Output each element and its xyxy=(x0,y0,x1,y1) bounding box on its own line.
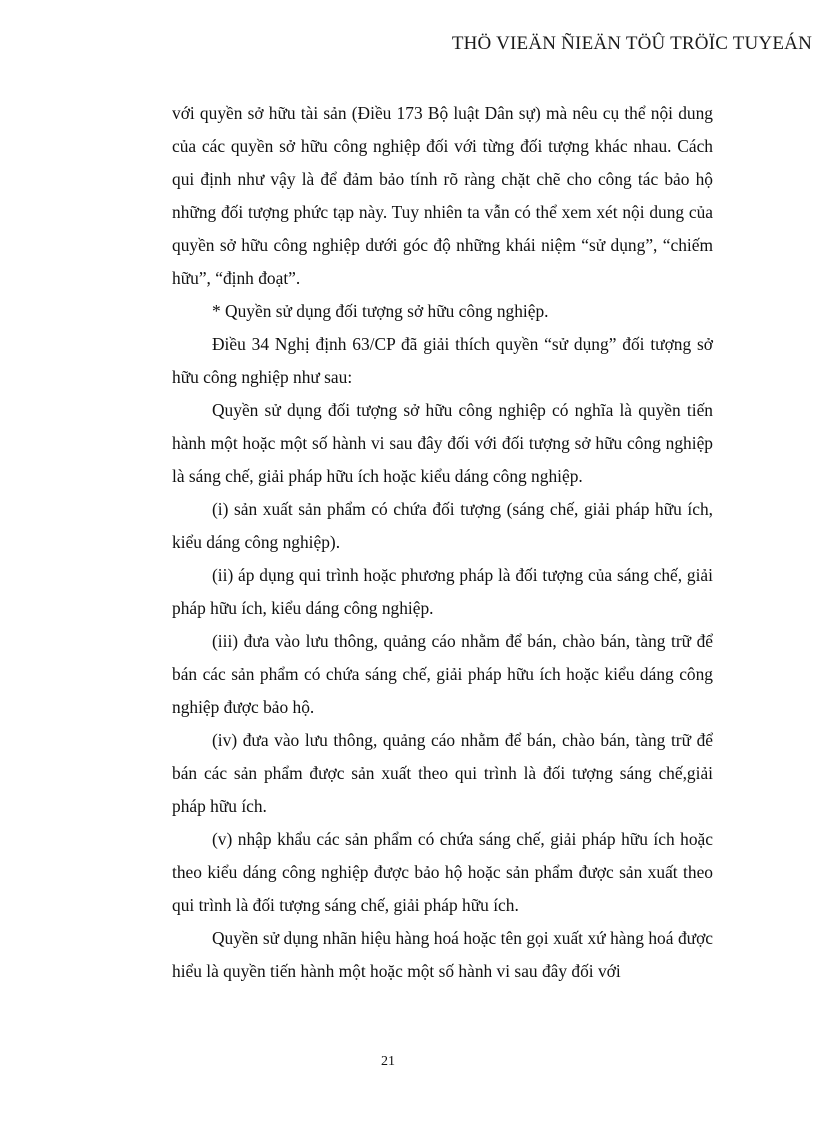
list-item: (i) sản xuất sản phẩm có chứa đối tượng (sáng chế, giải pháp hữu ích, kiểu dáng công nghiệp). xyxy=(172,499,713,552)
paragraph: Quyền sử dụng đối tượng sở hữu công nghiệp có nghĩa là quyền tiến hành một hoặc một số hành vi sau đây đối với đối tượng sở hữu công nghiệp là sáng chế, giải pháp hữu ích hoặc kiểu dáng công nghiệp. xyxy=(172,400,713,486)
paragraph-continuation: với quyền sở hữu tài sản (Điều 173 Bộ luật Dân sự) mà nêu cụ thể nội dung của các quyền sở hữu công nghiệp đối với từng đối tượng khác nhau. Cách qui định như vậy là để đảm bảo tính rõ ràng chặt chẽ cho công tác bảo hộ những đối tượng phức tạp này. Tuy nhiên ta vẫn có thể xem xét nội dung của quyền sở hữu công nghiệp dưới góc độ những khái niệm “sử dụng”, “chiếm hữu”, “định đoạt”. xyxy=(172,103,713,288)
list-item: (iv) đưa vào lưu thông, quảng cáo nhằm để bán, chào bán, tàng trữ để bán các sản phẩm được sản xuất theo qui trình là đối tượng sáng chế,giải pháp hữu ích. xyxy=(172,730,713,816)
list-item: (v) nhập khẩu các sản phẩm có chứa sáng chế, giải pháp hữu ích hoặc theo kiểu dáng công nghiệp được bảo hộ hoặc sản phẩm được sản xuất theo qui trình là đối tượng sáng chế, giải pháp hữu ích. xyxy=(172,829,713,915)
document-body xyxy=(172,97,713,988)
running-header: THÖ VIEÄN ÑIEÄN TÖÛ TRÖÏC TUYEÁN xyxy=(451,33,812,54)
paragraph: Quyền sử dụng nhãn hiệu hàng hoá hoặc tên gọi xuất xứ hàng hoá được hiểu là quyền tiến hành một hoặc một số hành vi sau đây đối với xyxy=(172,928,713,981)
list-item: (iii) đưa vào lưu thông, quảng cáo nhằm để bán, chào bán, tàng trữ để bán các sản phẩm có chứa sáng chế, giải pháp hữu ích hoặc kiểu dáng công nghiệp được bảo hộ. xyxy=(172,631,713,717)
page-number: 21 xyxy=(381,1054,395,1069)
paragraph: Điều 34 Nghị định 63/CP đã giải thích quyền “sử dụng” đối tượng sở hữu công nghiệp như sau: xyxy=(172,334,713,387)
paragraph-section-heading: * Quyền sử dụng đối tượng sở hữu công nghiệp. xyxy=(212,301,549,321)
list-item: (ii) áp dụng qui trình hoặc phương pháp là đối tượng của sáng chế, giải pháp hữu ích, kiểu dáng công nghiệp. xyxy=(172,565,713,618)
